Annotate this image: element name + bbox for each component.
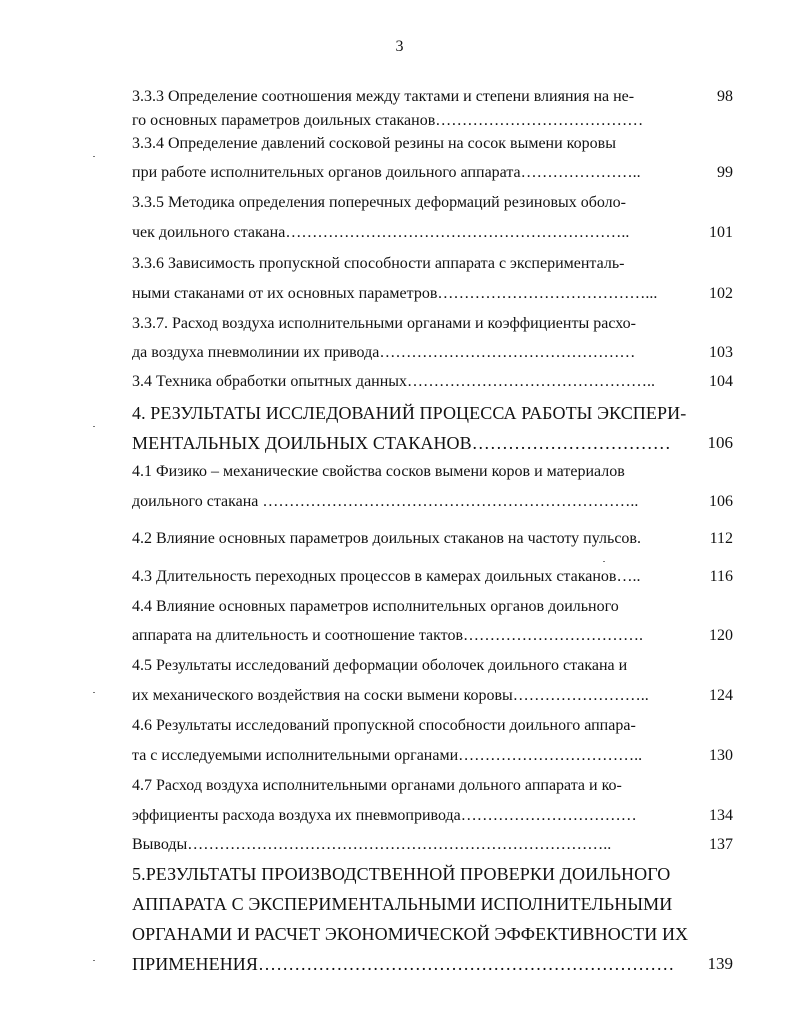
- toc-page-number: 106: [707, 433, 733, 452]
- toc-page-number: 137: [709, 836, 733, 853]
- toc-line: 3.3.4 Определение давлений сосковой резины на сосок вымени коровы: [132, 135, 616, 152]
- toc-line: го основных параметров доильных стаканов…………………………………: [132, 112, 644, 129]
- toc-line: 4.4 Влияние основных параметров исполнительных органов доильного: [132, 598, 619, 615]
- toc-page-number: 98: [717, 88, 733, 105]
- toc-page-number: 139: [707, 954, 733, 973]
- toc-chapter-line: ПРИМЕНЕНИЯ……………………………………………………………: [132, 954, 675, 974]
- toc-line: 3.3.7. Расход воздуха исполнительными органами и коэффициенты расхо-: [132, 315, 636, 332]
- toc-page-number: 102: [709, 285, 733, 302]
- toc-line: 4.3 Длительность переходных процессов в камерах доильных стаканов…..: [132, 568, 641, 585]
- page-number: 3: [395, 38, 404, 55]
- toc-page-number: 104: [709, 373, 733, 390]
- toc-line: 4.1 Физико – механические свойства сосков вымени коров и материалов: [132, 463, 625, 480]
- toc-line: Выводы……………………………………………………………………..: [132, 836, 612, 853]
- toc-page-number: 106: [709, 493, 733, 510]
- toc-line: да воздуха пневмолинии их привода…………………………………………: [132, 344, 636, 361]
- toc-chapter-line: 5.РЕЗУЛЬТАТЫ ПРОИЗВОДСТВЕННОЙ ПРОВЕРКИ ДОИЛЬНОГО: [132, 864, 671, 884]
- toc-chapter-line: 4. РЕЗУЛЬТАТЫ ИССЛЕДОВАНИЙ ПРОЦЕССА РАБОТЫ ЭКСПЕРИ-: [132, 403, 687, 423]
- toc-line: при работе исполнительных органов доильного аппарата…………………..: [132, 164, 641, 181]
- scan-speck: [93, 960, 95, 961]
- toc-line: 4.5 Результаты исследований деформации оболочек доильного стакана и: [132, 657, 628, 674]
- scan-speck: [93, 156, 95, 157]
- toc-line: 4.2 Влияние основных параметров доильных стаканов на частоту пульсов.: [132, 530, 641, 547]
- toc-page-number: 120: [709, 627, 733, 644]
- toc-page-number: 116: [709, 568, 733, 585]
- toc-line: 4.7 Расход воздуха исполнительными органами дольного аппарата и ко-: [132, 777, 622, 794]
- toc-page-number: 124: [709, 687, 733, 704]
- toc-page-number: 134: [709, 807, 733, 824]
- scan-speck: [603, 561, 605, 562]
- toc-line: 4.6 Результаты исследований пропускной способности доильного аппара-: [132, 717, 636, 734]
- toc-chapter-line: АППАРАТА С ЭКСПЕРИМЕНТАЛЬНЫМИ ИСПОЛНИТЕЛЬНЫМИ: [132, 894, 673, 914]
- toc-line: аппарата на длительность и соотношение тактов…………………………….: [132, 627, 644, 644]
- toc-line: чек доильного стакана………………………………………………………..: [132, 224, 630, 241]
- toc-line: 3.4 Техника обработки опытных данных………………………………………..: [132, 373, 656, 390]
- toc-page-number: 99: [717, 164, 733, 181]
- toc-chapter-line: ОРГАНАМИ И РАСЧЕТ ЭКОНОМИЧЕСКОЙ ЭФФЕКТИВНОСТИ ИХ: [132, 924, 689, 944]
- toc-page-number: 103: [709, 344, 733, 361]
- toc-line: ными стаканами от их основных параметров…………………………………...: [132, 285, 658, 302]
- toc-line: 3.3.5 Методика определения поперечных деформаций резиновых оболо-: [132, 194, 626, 211]
- toc-chapter-line: МЕНТАЛЬНЫХ ДОИЛЬНЫХ СТАКАНОВ……………………………: [132, 433, 671, 453]
- toc-page-number: 130: [709, 747, 733, 764]
- toc-line: эффициенты расхода воздуха их пневмопривода……………………………: [132, 807, 637, 824]
- toc-page-number: 101: [709, 224, 733, 241]
- toc-line: та с исследуемыми исполнительными органами……………………………..: [132, 747, 643, 764]
- toc-line: их механического воздействия на соски вымени коровы……………………..: [132, 687, 649, 704]
- scan-speck: [93, 692, 95, 693]
- toc-line: доильного стакана ……………………………………………………………..: [132, 493, 639, 510]
- toc-page-number: 112: [709, 530, 733, 547]
- toc-line: 3.3.6 Зависимость пропускной способности аппарата с эксперименталь-: [132, 255, 625, 272]
- toc-line: 3.3.3 Определение соотношения между тактами и степени влияния на не-: [132, 88, 635, 105]
- scan-speck: [93, 426, 95, 427]
